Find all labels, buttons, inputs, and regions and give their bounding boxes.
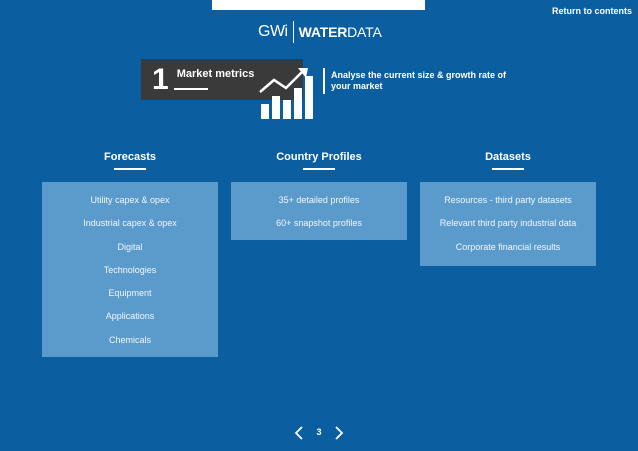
forecasts-item-digital[interactable]: Digital: [117, 241, 143, 252]
datasets-title: Datasets: [485, 151, 531, 163]
logo-separator: [293, 21, 294, 43]
return-to-contents-link[interactable]: Return to contents: [552, 6, 632, 16]
datasets-item-corporate[interactable]: Corporate financial results: [455, 241, 561, 252]
forecasts-item-technologies[interactable]: Technologies: [103, 264, 157, 275]
section-title: Market metrics: [176, 67, 255, 80]
forecasts-item-equipment[interactable]: Equipment: [108, 288, 152, 299]
logo-data: DATA: [347, 24, 382, 40]
country-profiles-title: Country Profiles: [276, 151, 362, 163]
datasets-item-industrial[interactable]: Relevant third party industrial data: [439, 218, 577, 229]
section-number: 1: [152, 62, 169, 96]
country-profiles-underline: [303, 168, 335, 170]
country-profiles-item-detailed[interactable]: 35+ detailed profiles: [278, 195, 360, 205]
logo-wordmark: [299, 24, 382, 40]
gwi-waterdata-logo: [258, 20, 382, 44]
chevron-right-icon[interactable]: [334, 426, 344, 440]
datasets-item-resources[interactable]: Resources - third party datasets: [444, 195, 572, 205]
chevron-left-icon[interactable]: [294, 426, 304, 440]
forecasts-underline: [114, 168, 146, 170]
pager: [290, 424, 350, 442]
forecasts-item-industrial[interactable]: Industrial capex & opex: [83, 218, 177, 229]
growth-chart-icon: [258, 66, 318, 120]
logo-water: WATER: [298, 24, 348, 40]
section-title-underline: [174, 88, 208, 90]
forecasts-item-chemicals[interactable]: Chemicals: [108, 334, 151, 345]
page-number: 3: [316, 427, 322, 437]
datasets-panel: [420, 182, 596, 266]
forecasts-panel: [42, 182, 218, 357]
forecasts-item-utility[interactable]: Utility capex & opex: [90, 195, 170, 205]
forecasts-title: Forecasts: [104, 151, 156, 163]
datasets-underline: [492, 168, 524, 170]
section-subtitle: Analyse the current size & growth rate of your market: [331, 70, 507, 91]
logo-brand: GWi: [258, 23, 288, 40]
top-white-bar: [212, 0, 425, 10]
subtitle-divider: [323, 68, 325, 94]
forecasts-item-applications[interactable]: Applications: [105, 311, 155, 322]
country-profiles-item-snapshot[interactable]: 60+ snapshot profiles: [276, 218, 362, 229]
country-profiles-panel: [231, 182, 407, 240]
